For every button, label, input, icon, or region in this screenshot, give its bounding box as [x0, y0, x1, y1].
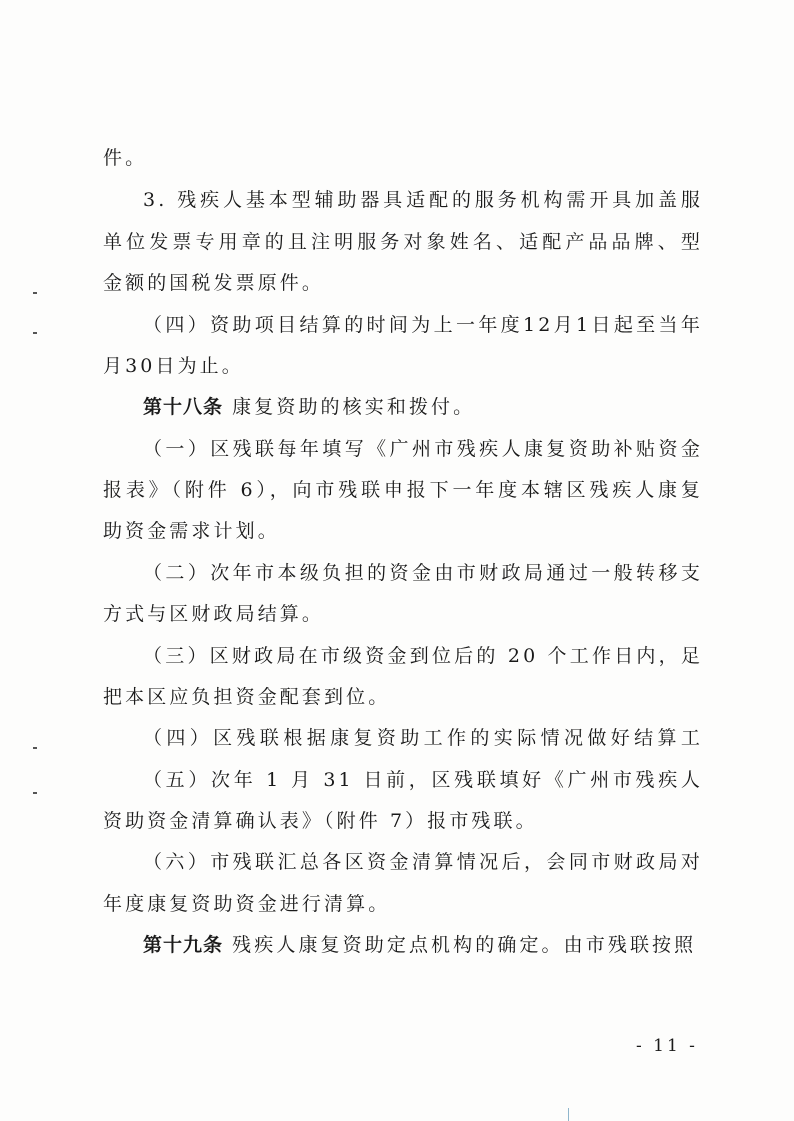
text-line-10: 助资金需求计划。 — [103, 520, 280, 542]
text-line-8: （一）区残联每年填写《广州市残疾人康复资助补贴资金 — [143, 438, 703, 460]
text-line-9: 报表》（附件 6），向市残联申报下一年度本辖区残疾人康复 — [103, 479, 703, 501]
text-line-14: 把本区应负担资金配套到位。 — [103, 686, 391, 708]
binding-mark — [33, 292, 37, 294]
text-line-18: （六）市残联汇总各区资金清算情况后，会同市财政局对 — [143, 851, 703, 873]
text-line-4: 金额的国税发票原件。 — [103, 272, 325, 294]
text-line-19: 年度康复资助资金进行清算。 — [103, 893, 391, 915]
article-19-text: 残疾人康复资助定点机构的确定。由市残联按照 — [232, 934, 697, 956]
scan-artifact — [568, 1108, 569, 1121]
article-18-line — [143, 394, 703, 420]
binding-mark — [33, 332, 37, 334]
text-line-16: （五）次年 1 月 31 日前，区残联填好《广州市残疾人 — [143, 769, 703, 791]
text-line-12: 方式与区财政局结算。 — [103, 603, 325, 625]
text-line-3: 单位发票专用章的且注明服务对象姓名、适配产品品牌、型 — [103, 231, 703, 253]
text-line-15: （四）区残联根据康复资助工作的实际情况做好结算工 — [143, 727, 703, 749]
binding-mark — [33, 747, 37, 749]
article-18-text: 康复资助的核实和拨付。 — [232, 396, 476, 418]
article-18-heading: 第十八条 — [143, 396, 224, 418]
text-line-5: （四）资助项目结算的时间为上一年度12月1日起至当年 — [143, 314, 703, 336]
text-line-13: （三）区财政局在市级资金到位后的 20 个工作日内，足 — [143, 645, 703, 667]
binding-mark — [33, 792, 37, 794]
article-19-line — [143, 932, 703, 958]
text-line-2: 3. 残疾人基本型辅助器具适配的服务机构需开具加盖服 — [143, 189, 703, 211]
text-line-1: 件。 — [103, 147, 148, 169]
page-number: - 11 - — [636, 1036, 698, 1056]
text-line-11: （二）次年市本级负担的资金由市财政局通过一般转移支 — [143, 562, 703, 584]
text-line-17: 资助资金清算确认表》（附件 7）报市残联。 — [103, 810, 538, 832]
article-19-heading: 第十九条 — [143, 934, 224, 956]
text-line-6: 月30日为止。 — [103, 355, 244, 377]
